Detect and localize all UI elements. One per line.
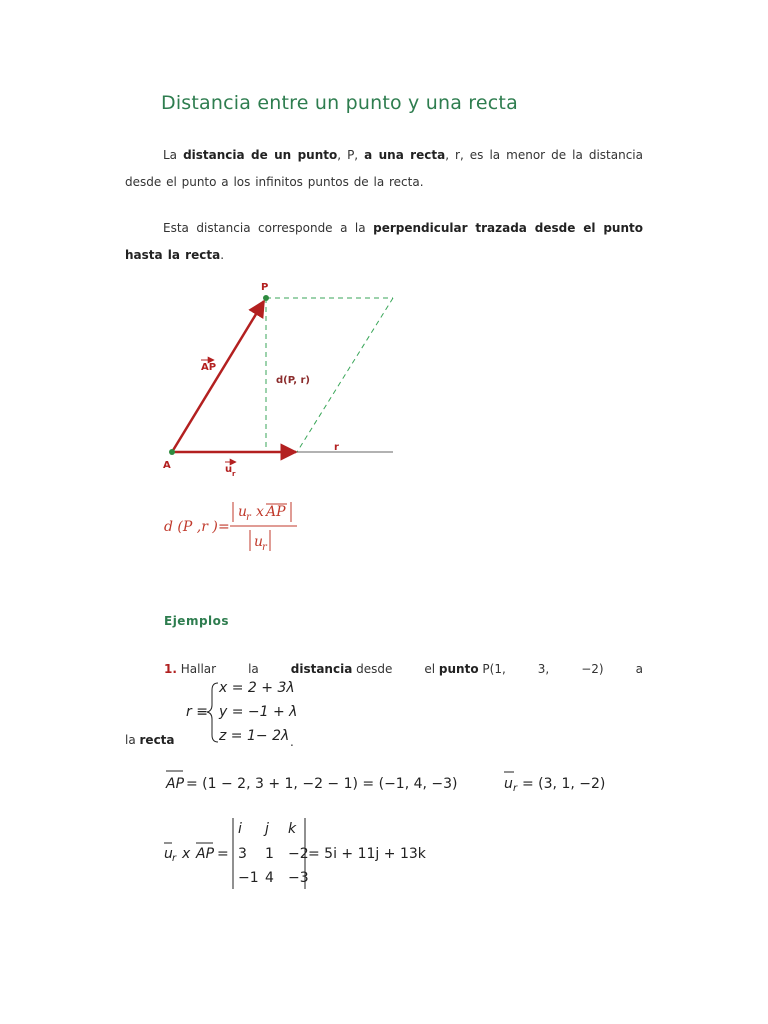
example-bold: punto bbox=[438, 662, 479, 676]
ap-calc-lhs: AP bbox=[166, 776, 185, 792]
determinant-matrix bbox=[238, 821, 309, 886]
cross-ap: AP bbox=[196, 846, 215, 862]
intro-bold: distancia de un punto bbox=[183, 148, 338, 162]
cross-u-sub: r bbox=[172, 853, 177, 864]
ur-calc-sub: r bbox=[513, 783, 518, 794]
cross-result: = 5i + 11j + 13k bbox=[308, 846, 426, 862]
system-eq3: z = 1− 2λ bbox=[219, 728, 290, 744]
intro-text: La bbox=[163, 148, 184, 162]
system-eq1: x = 2 + 3λ bbox=[219, 680, 295, 696]
cross-x: x bbox=[182, 846, 191, 862]
formula-den-sub: r bbox=[262, 542, 267, 553]
example-word-group bbox=[424, 662, 505, 676]
example-word: P(1, bbox=[482, 662, 506, 676]
matrix-cell: j bbox=[265, 821, 269, 837]
example-word: la bbox=[125, 733, 140, 747]
matrix-cell: −1 bbox=[238, 870, 259, 886]
matrix-cell: −2 bbox=[288, 846, 309, 862]
example-1-start bbox=[164, 662, 216, 676]
intro-text: , P, bbox=[337, 148, 365, 162]
matrix-cell: 3 bbox=[238, 846, 247, 862]
matrix-cell: 4 bbox=[265, 870, 274, 886]
formula-num-u: u bbox=[238, 504, 248, 520]
ap-calculation bbox=[165, 771, 458, 792]
ap-calc-rhs: = (1 − 2, 3 + 1, −2 − 1) = (−1, 4, −3) bbox=[186, 776, 458, 792]
system-lhs: r ≡ bbox=[186, 704, 208, 720]
point-p-dot bbox=[263, 295, 269, 301]
matrix-cell: −3 bbox=[288, 870, 309, 886]
example-word: el bbox=[424, 662, 436, 676]
cross-product bbox=[164, 818, 427, 889]
example-bold: distancia bbox=[290, 662, 353, 676]
cross-equals: = bbox=[217, 846, 229, 862]
example-word: 3, bbox=[537, 662, 550, 676]
system-eq2: y = −1 + λ bbox=[219, 704, 298, 720]
matrix-cell: i bbox=[238, 821, 242, 837]
label-distance: d(P, r) bbox=[276, 375, 311, 386]
example-word: desde bbox=[356, 662, 393, 676]
page-title: Distancia entre un punto y una recta bbox=[161, 92, 518, 114]
intro-text: Esta distancia corresponde a la bbox=[163, 221, 374, 235]
cross-u: u bbox=[164, 846, 173, 862]
formula-equals: = bbox=[218, 519, 230, 535]
label-ur: u bbox=[225, 464, 233, 475]
example-word-group bbox=[291, 662, 393, 676]
formula-num-ap: AP bbox=[266, 504, 286, 520]
dashed-diagonal bbox=[297, 298, 393, 452]
ur-calc-u: u bbox=[504, 776, 513, 792]
formula-num-sub: r bbox=[246, 512, 251, 523]
intro-bold: perpendicular trazada desde el punto hasta la recta bbox=[125, 221, 643, 262]
vector-ap bbox=[172, 301, 264, 452]
ur-calculation bbox=[504, 772, 605, 794]
example-number: 1. bbox=[164, 662, 177, 676]
example-bold: recta bbox=[139, 733, 175, 747]
intro-bold: a una recta bbox=[364, 148, 446, 162]
label-r: r bbox=[334, 442, 339, 453]
formula-lhs: d (P ,r ) bbox=[164, 519, 218, 535]
matrix-cell: k bbox=[288, 821, 297, 837]
intro-text: . bbox=[220, 248, 225, 262]
system-period: . bbox=[290, 735, 294, 749]
label-p: P bbox=[261, 282, 269, 293]
formula-num-x: x bbox=[256, 504, 264, 520]
example-1-line bbox=[164, 662, 643, 676]
example-1-line-2 bbox=[125, 733, 175, 747]
point-a-dot bbox=[169, 449, 175, 455]
label-a: A bbox=[163, 460, 171, 471]
section-heading-examples: Ejemplos bbox=[164, 614, 230, 628]
intro-text: , r, es la menor de la distancia desde el punto a los infinitos puntos de la recta. bbox=[125, 148, 643, 189]
example-word: −2) bbox=[581, 662, 604, 676]
example-word: la bbox=[248, 662, 259, 676]
matrix-cell: 1 bbox=[265, 846, 274, 862]
example-word: a bbox=[635, 662, 643, 676]
ur-calc-rhs: = (3, 1, −2) bbox=[522, 776, 606, 792]
label-ur-sub: r bbox=[232, 470, 236, 478]
system-brace bbox=[207, 683, 218, 742]
label-ap: AP bbox=[201, 362, 217, 373]
formula-den-u: u bbox=[254, 534, 264, 550]
line-system bbox=[186, 680, 297, 744]
example-word: Hallar bbox=[180, 662, 217, 676]
distance-formula bbox=[164, 502, 297, 553]
